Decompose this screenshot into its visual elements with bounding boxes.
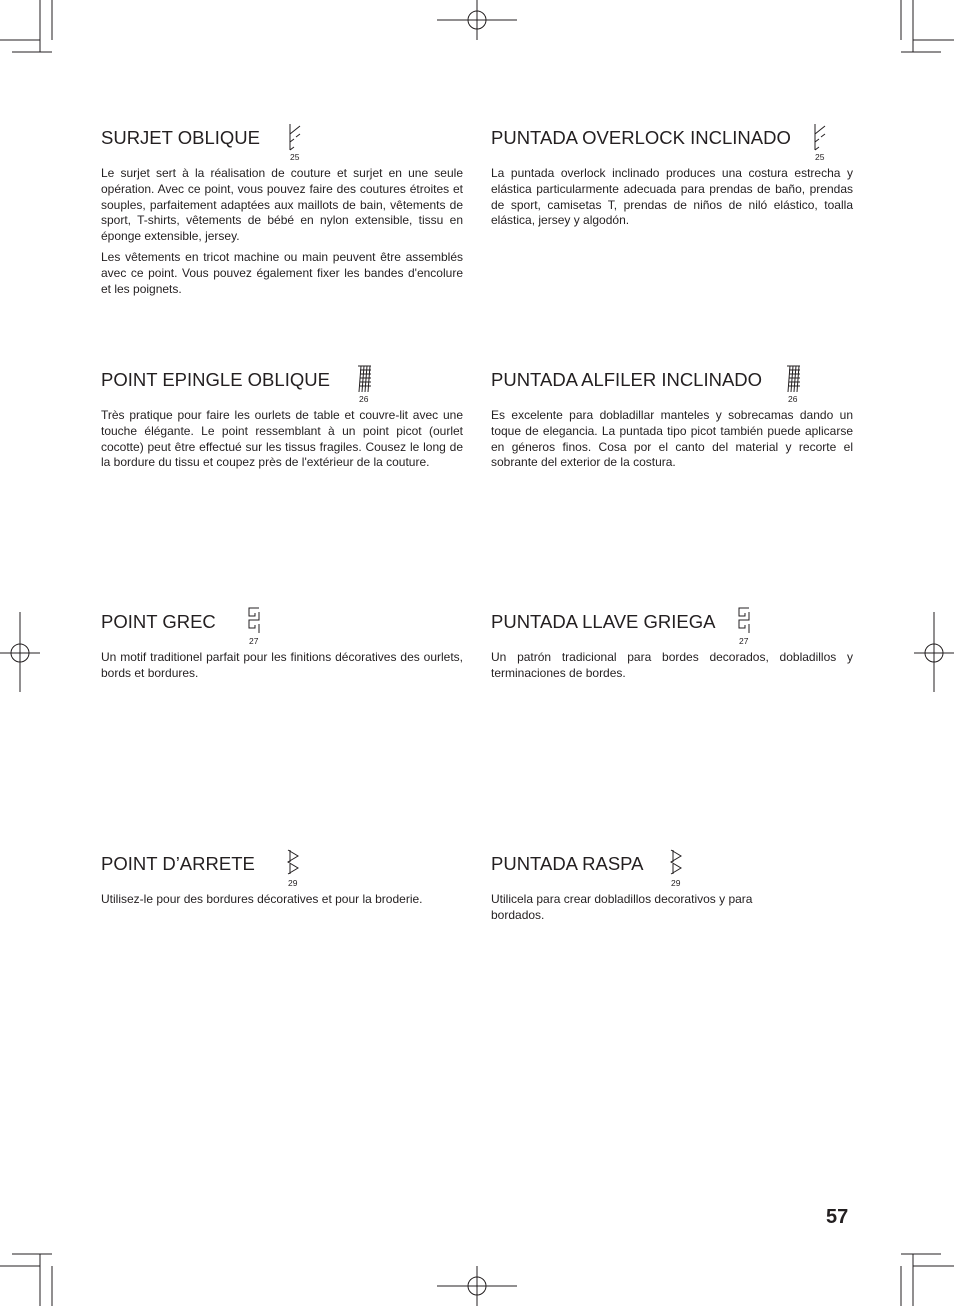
section-title: POINT EPINGLE OBLIQUE [101,369,330,390]
section-title: PUNTADA OVERLOCK INCLINADO [491,127,791,148]
greek-key-stitch-icon [247,606,263,646]
stitch-number: 27 [249,636,259,646]
section-title: PUNTADA LLAVE GRIEGA [491,611,716,632]
section-puntada-alfiler-inclinado [491,364,853,471]
section-heading [491,122,853,162]
section-heading [491,606,853,646]
greek-key-stitch-icon [737,606,753,646]
section-point-epingle-oblique [101,364,463,471]
section-heading [101,848,463,888]
section-title: SURJET OBLIQUE [101,127,261,148]
section-title: PUNTADA ALFILER INCLINADO [491,369,763,390]
section-heading [101,606,463,646]
rickrack-stitch-icon [286,848,302,888]
section-puntada-raspa [491,848,853,924]
section-point-darrete [101,848,463,908]
section-paragraph: Très pratique pour faire les ourlets de table et couvre-lit avec une touche élégante. Le point ressemblant à un point picot (ourlet cocotte) peut être effectué sur les tissus fragiles. Cousez le long de la bordure du tissu et coupez près de l'extérieur de la couture. [101,408,463,470]
section-point-grec [101,606,463,682]
page-number: 57 [826,1206,849,1228]
section-paragraph: Es excelente para dobladillar manteles y sobrecamas dando un toque de elegancia. La puntada tipo picot también puede aplicarse en géneros finos. Cosa por el canto del material y recorte el sobrante del exterior de la costura. [491,408,853,470]
stitch-number: 26 [788,394,798,404]
rickrack-stitch-icon [669,848,685,888]
stitch-number: 25 [815,152,825,162]
section-paragraph: La puntada overlock inclinado produces una costura estrecha y elástica particularmente adecuada para prendas de baño, prendas de sport, camisetas T, prendas de niños de niló elástico, toalla elástica, jersey y algodón. [491,166,853,228]
section-heading [101,122,463,162]
section-puntada-llave-griega [491,606,853,682]
section-title: POINT GREC [101,611,216,632]
stitch-number: 26 [359,394,369,404]
section-title: PUNTADA RASPA [491,853,644,874]
stitch-number: 27 [739,636,749,646]
section-surjet-oblique [101,122,463,297]
section-paragraph: Utilicela para crear dobladillos decorativos y para bordados. [491,892,753,922]
section-heading [101,364,463,404]
overlock-oblique-stitch-icon [288,122,304,162]
section-title: POINT D’ARRETE [101,853,255,874]
pin-stitch-icon [786,364,802,404]
section-paragraph: Un patrón tradicional para bordes decorados, dobladillos y terminaciones de bordes. [491,650,853,680]
stitch-number: 29 [671,878,681,888]
overlock-oblique-stitch-icon [813,122,829,162]
stitch-number: 25 [290,152,300,162]
pin-stitch-icon [357,364,373,404]
section-paragraph: Utilisez-le pour des bordures décoratives et pour la broderie. [101,892,423,906]
section-paragraph: Un motif traditionel parfait pour les finitions décoratives des ourlets, bords et bordures. [101,650,463,680]
section-heading [491,848,853,888]
stitch-number: 29 [288,878,298,888]
section-paragraph: Les vêtements en tricot machine ou main peuvent être assemblés avec ce point. Vous pouvez également fixer les bandes d'encolure et les poignets. [101,249,463,296]
section-heading [491,364,853,404]
section-puntada-overlock-inclinado [491,122,853,229]
section-paragraph: Le surjet sert à la réalisation de couture et surjet en une seule opération. Avec ce point, vous pouvez faire des coutures étroites et souples, parfaitement adaptées aux maillots de bain, vêtements de sport, T-shirts, vêtements de bébé en nylon extensible, tissu en éponge extensible, jersey. [101,166,463,244]
